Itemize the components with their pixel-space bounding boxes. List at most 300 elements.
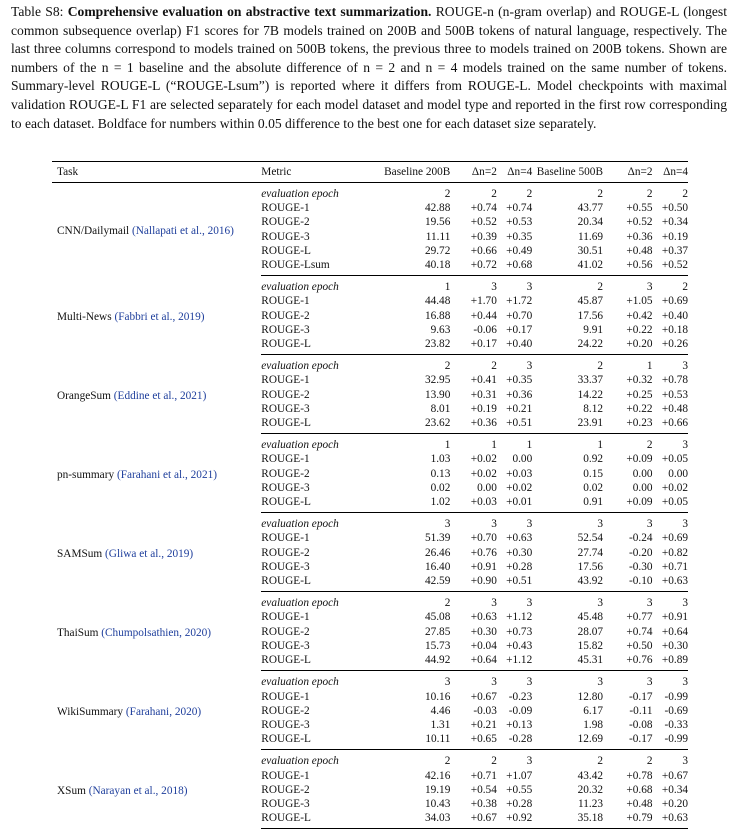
value-cell: +0.36 xyxy=(450,416,497,434)
value-cell: +1.70 xyxy=(470,295,497,308)
task-cell xyxy=(52,671,261,750)
evaluation-epoch-row xyxy=(52,750,688,769)
value-cell: +0.36 xyxy=(506,388,533,401)
value-cell: 12.69 xyxy=(532,732,603,750)
value-cell: +0.34 xyxy=(661,216,688,229)
task-citation-link[interactable]: (Gliwa et al., 2019) xyxy=(105,548,194,561)
header-delta-n2-200b: Δn=2 xyxy=(450,162,497,183)
value-cell: +0.51 xyxy=(497,416,532,434)
value-cell: 19.19 xyxy=(424,783,451,796)
value-cell: 0.13 xyxy=(430,467,451,480)
value-cell: 3 xyxy=(646,597,653,610)
metric-cell: ROUGE-1 xyxy=(261,769,310,782)
value-cell: 2 xyxy=(597,360,603,373)
value-cell: 1 xyxy=(444,281,451,294)
task-citation-link[interactable]: (Nallapati et al., 2016) xyxy=(132,225,234,238)
value-cell: -0.08 xyxy=(628,718,653,731)
metric-cell: ROUGE-2 xyxy=(261,309,310,322)
caption-label: Table S8: xyxy=(11,4,64,19)
value-cell: +0.48 xyxy=(661,402,688,415)
value-cell: 1 xyxy=(646,360,653,373)
value-cell: +0.92 xyxy=(497,811,532,829)
value-cell: -0.11 xyxy=(629,704,653,717)
value-cell: +0.51 xyxy=(497,574,532,592)
task-citation-link[interactable]: (Fabbri et al., 2019) xyxy=(114,311,205,324)
value-cell: 1 xyxy=(526,439,533,452)
value-cell: 9.63 xyxy=(430,323,451,336)
dataset-group xyxy=(52,434,688,513)
value-cell: 2 xyxy=(682,281,688,294)
value-cell: 45.31 xyxy=(532,653,603,671)
value-cell: 9.91 xyxy=(583,323,603,336)
value-cell: 43.92 xyxy=(532,574,603,592)
value-cell: 0.00 xyxy=(632,467,653,480)
value-cell: +0.25 xyxy=(626,388,653,401)
dataset-group xyxy=(52,276,688,355)
metric-cell: evaluation epoch xyxy=(261,360,339,373)
value-cell: +0.68 xyxy=(497,258,532,276)
value-cell: +0.52 xyxy=(626,216,653,229)
value-cell: 2 xyxy=(682,188,688,200)
value-cell: +0.63 xyxy=(653,811,688,829)
value-cell: 0.00 xyxy=(632,481,653,494)
value-cell: +0.74 xyxy=(470,202,497,215)
value-cell: 3 xyxy=(526,518,533,531)
metric-cell: ROUGE-3 xyxy=(261,639,310,652)
value-cell: +0.39 xyxy=(470,230,497,243)
header-baseline-200b: Baseline 200B xyxy=(354,162,450,183)
value-cell: 29.72 xyxy=(424,244,451,257)
metric-cell: evaluation epoch xyxy=(261,676,339,689)
value-cell: 3 xyxy=(444,676,451,689)
value-cell: +0.67 xyxy=(661,769,688,782)
value-cell: +0.55 xyxy=(626,202,653,215)
metric-cell: ROUGE-L xyxy=(261,244,311,257)
metric-cell: ROUGE-1 xyxy=(261,295,310,308)
metric-cell: ROUGE-3 xyxy=(261,718,310,731)
value-cell: +0.69 xyxy=(661,295,688,308)
value-cell: +0.34 xyxy=(661,783,688,796)
value-cell: 0.91 xyxy=(532,495,603,513)
value-cell: 3 xyxy=(597,676,603,689)
value-cell: 15.82 xyxy=(577,639,603,652)
task-cell xyxy=(52,592,261,671)
value-cell: 3 xyxy=(682,676,688,689)
value-cell: 23.82 xyxy=(354,337,450,355)
metric-cell: ROUGE-3 xyxy=(261,797,310,810)
metric-cell: evaluation epoch xyxy=(261,518,339,531)
task-name: pn-summary xyxy=(57,469,115,482)
metric-cell: ROUGE-L xyxy=(261,653,354,671)
value-cell: +0.73 xyxy=(506,625,533,638)
value-cell: +0.03 xyxy=(450,495,497,513)
value-cell: +0.17 xyxy=(450,337,497,355)
value-cell: +0.76 xyxy=(603,653,653,671)
value-cell: 0.92 xyxy=(583,453,603,466)
value-cell: +0.66 xyxy=(470,244,497,257)
value-cell: +1.07 xyxy=(506,769,533,782)
value-cell: 1 xyxy=(491,439,497,452)
value-cell: 10.11 xyxy=(354,732,450,750)
value-cell: 3 xyxy=(646,518,653,531)
value-cell: +0.17 xyxy=(506,323,533,336)
value-cell: +0.50 xyxy=(626,639,653,652)
value-cell: +0.43 xyxy=(506,639,533,652)
value-cell: 16.40 xyxy=(424,560,451,573)
value-cell: 0.00 xyxy=(668,467,688,480)
value-cell: 11.69 xyxy=(578,230,603,243)
metric-cell: ROUGE-Lsum xyxy=(261,258,354,276)
value-cell: +0.05 xyxy=(661,453,688,466)
metric-cell: ROUGE-2 xyxy=(261,546,310,559)
value-cell: 2 xyxy=(491,360,497,373)
value-cell: 3 xyxy=(526,755,533,768)
value-cell: 20.32 xyxy=(577,783,603,796)
value-cell: 45.87 xyxy=(577,295,603,308)
evaluation-epoch-row xyxy=(52,434,688,453)
value-cell: 2 xyxy=(646,755,653,768)
value-cell: 1.02 xyxy=(354,495,450,513)
value-cell: +0.05 xyxy=(653,495,688,513)
value-cell: 3 xyxy=(682,360,688,373)
value-cell: +0.01 xyxy=(497,495,532,513)
value-cell: 44.92 xyxy=(354,653,450,671)
value-cell: +0.31 xyxy=(470,388,497,401)
value-cell: 40.18 xyxy=(354,258,450,276)
value-cell: +0.28 xyxy=(506,797,533,810)
task-cell xyxy=(52,183,261,276)
metric-cell: ROUGE-3 xyxy=(261,230,310,243)
task-cell xyxy=(52,276,261,355)
value-cell: 51.39 xyxy=(424,532,451,545)
value-cell: +0.49 xyxy=(506,244,533,257)
value-cell: 3 xyxy=(526,676,533,689)
value-cell: 42.88 xyxy=(424,202,451,215)
value-cell: +0.02 xyxy=(470,467,497,480)
value-cell: +0.30 xyxy=(506,546,533,559)
value-cell: 2 xyxy=(444,755,451,768)
value-cell: +0.40 xyxy=(497,337,532,355)
value-cell: +0.09 xyxy=(603,495,653,513)
caption-title: Comprehensive evaluation on abstractive text summarization. xyxy=(67,4,432,19)
metric-cell: ROUGE-L xyxy=(261,574,354,592)
task-citation-link[interactable]: (Farahani, 2020) xyxy=(125,706,202,719)
value-cell: 3 xyxy=(597,597,603,610)
value-cell: 3 xyxy=(682,439,688,452)
value-cell: +0.21 xyxy=(506,402,533,415)
value-cell: +0.63 xyxy=(653,574,688,592)
dataset-group xyxy=(52,671,688,750)
value-cell: +0.69 xyxy=(661,532,688,545)
value-cell: +0.04 xyxy=(470,639,497,652)
value-cell: +0.67 xyxy=(450,811,497,829)
value-cell: 0.02 xyxy=(583,481,603,494)
header-metric: Metric xyxy=(261,162,354,183)
value-cell: +0.37 xyxy=(661,244,688,257)
header-delta-n2-500b: Δn=2 xyxy=(603,162,653,183)
metric-cell: ROUGE-2 xyxy=(261,704,310,717)
value-cell: +0.20 xyxy=(661,797,688,810)
value-cell: +0.91 xyxy=(661,611,688,624)
value-cell: 3 xyxy=(526,360,533,373)
value-cell: 19.56 xyxy=(424,216,451,229)
value-cell: 44.48 xyxy=(424,295,451,308)
task-name: ThaiSum xyxy=(57,627,99,640)
value-cell: 8.12 xyxy=(583,402,603,415)
value-cell: +0.44 xyxy=(470,309,497,322)
value-cell: +0.91 xyxy=(470,560,497,573)
evaluation-epoch-row xyxy=(52,355,688,374)
value-cell: 11.23 xyxy=(578,797,603,810)
value-cell: 13.90 xyxy=(424,388,451,401)
value-cell: +0.74 xyxy=(626,625,653,638)
value-cell: 43.77 xyxy=(577,202,603,215)
value-cell: +0.53 xyxy=(661,388,688,401)
header-baseline-500b: Baseline 500B xyxy=(532,162,603,183)
value-cell: +0.41 xyxy=(470,374,497,387)
value-cell: +0.76 xyxy=(470,546,497,559)
metric-cell: ROUGE-2 xyxy=(261,783,310,796)
value-cell: 3 xyxy=(597,518,603,531)
value-cell: -0.33 xyxy=(664,718,688,731)
value-cell: 2 xyxy=(444,597,451,610)
value-cell: +0.71 xyxy=(470,769,497,782)
dataset-group xyxy=(52,592,688,671)
value-cell: +1.12 xyxy=(497,653,532,671)
value-cell: -0.10 xyxy=(603,574,653,592)
value-cell: -0.09 xyxy=(508,704,533,717)
metric-cell: ROUGE-1 xyxy=(261,532,310,545)
value-cell: +0.22 xyxy=(626,323,653,336)
value-cell: +0.19 xyxy=(470,402,497,415)
value-cell: 17.56 xyxy=(577,309,603,322)
value-cell: +0.68 xyxy=(626,783,653,796)
metric-cell: evaluation epoch xyxy=(261,188,339,200)
value-cell: +0.79 xyxy=(603,811,653,829)
evaluation-epoch-row xyxy=(52,276,688,295)
value-cell: 2 xyxy=(491,188,497,200)
value-cell: 11.11 xyxy=(425,230,451,243)
value-cell: 17.56 xyxy=(577,560,603,573)
value-cell: 1 xyxy=(597,439,603,452)
metric-cell: ROUGE-3 xyxy=(261,481,310,494)
task-citation-link[interactable]: (Narayan et al., 2018) xyxy=(88,785,188,798)
value-cell: +0.78 xyxy=(661,374,688,387)
value-cell: +0.63 xyxy=(470,611,497,624)
value-cell: 3 xyxy=(444,518,451,531)
task-name: CNN/Dailymail xyxy=(57,225,130,238)
value-cell: 23.62 xyxy=(354,416,450,434)
value-cell: 10.43 xyxy=(424,797,451,810)
evaluation-epoch-row xyxy=(52,592,688,611)
value-cell: +0.63 xyxy=(506,532,533,545)
value-cell: +0.36 xyxy=(626,230,653,243)
value-cell: +0.23 xyxy=(603,416,653,434)
header-task: Task xyxy=(52,162,261,183)
value-cell: 3 xyxy=(491,597,497,610)
value-cell: +0.71 xyxy=(661,560,688,573)
value-cell: 3 xyxy=(491,676,497,689)
value-cell: +0.48 xyxy=(626,244,653,257)
value-cell: +0.38 xyxy=(470,797,497,810)
value-cell: 41.02 xyxy=(532,258,603,276)
value-cell: +0.64 xyxy=(450,653,497,671)
value-cell: 0.02 xyxy=(430,481,451,494)
value-cell: 32.95 xyxy=(424,374,451,387)
value-cell: +0.19 xyxy=(661,230,688,243)
value-cell: 20.34 xyxy=(577,216,603,229)
metric-cell: ROUGE-L xyxy=(261,416,354,434)
dataset-group xyxy=(52,183,688,276)
value-cell: 3 xyxy=(491,281,497,294)
dataset-group xyxy=(52,355,688,434)
value-cell: +0.32 xyxy=(626,374,653,387)
task-citation-link[interactable]: (Chumpolsathien, 2020) xyxy=(101,627,212,640)
value-cell: 2 xyxy=(646,188,653,200)
value-cell: 1 xyxy=(444,439,451,452)
value-cell: +0.30 xyxy=(470,625,497,638)
value-cell: +0.55 xyxy=(506,783,533,796)
value-cell: -0.17 xyxy=(603,732,653,750)
metric-cell: ROUGE-3 xyxy=(261,402,310,415)
value-cell: 3 xyxy=(526,597,533,610)
value-cell: 14.22 xyxy=(577,388,603,401)
value-cell: -0.69 xyxy=(664,704,688,717)
value-cell: 26.46 xyxy=(424,546,451,559)
value-cell: 2 xyxy=(597,188,603,200)
task-cell xyxy=(52,750,261,829)
metric-cell: ROUGE-2 xyxy=(261,625,310,638)
value-cell: +0.74 xyxy=(506,202,533,215)
value-cell: 3 xyxy=(682,518,688,531)
value-cell: 42.16 xyxy=(424,769,451,782)
value-cell: +0.82 xyxy=(661,546,688,559)
value-cell: 10.16 xyxy=(424,690,451,703)
value-cell: +0.70 xyxy=(470,532,497,545)
value-cell: +0.70 xyxy=(506,309,533,322)
value-cell: +0.52 xyxy=(653,258,688,276)
evaluation-epoch-row xyxy=(52,183,688,202)
task-name: WikiSummary xyxy=(57,706,124,719)
task-citation-link[interactable]: (Eddine et al., 2021) xyxy=(113,390,207,403)
value-cell: -0.20 xyxy=(628,546,653,559)
value-cell: +0.56 xyxy=(603,258,653,276)
value-cell: +0.40 xyxy=(661,309,688,322)
value-cell: +0.02 xyxy=(506,481,533,494)
metric-cell: evaluation epoch xyxy=(261,755,339,768)
value-cell: +0.65 xyxy=(450,732,497,750)
value-cell: 1.98 xyxy=(583,718,603,731)
value-cell: 3 xyxy=(682,755,688,768)
value-cell: 43.42 xyxy=(577,769,603,782)
value-cell: +0.77 xyxy=(626,611,653,624)
metric-cell: ROUGE-L xyxy=(261,337,354,355)
value-cell: +0.53 xyxy=(506,216,533,229)
value-cell: 0.00 xyxy=(477,481,497,494)
value-cell: +0.67 xyxy=(470,690,497,703)
value-cell: +0.02 xyxy=(470,453,497,466)
metric-cell: ROUGE-1 xyxy=(261,453,310,466)
value-cell: -0.99 xyxy=(653,732,688,750)
value-cell: 2 xyxy=(597,281,603,294)
value-cell: 35.18 xyxy=(532,811,603,829)
task-citation-link[interactable]: (Farahani et al., 2021) xyxy=(116,469,218,482)
value-cell: 28.07 xyxy=(577,625,603,638)
value-cell: 24.22 xyxy=(532,337,603,355)
value-cell: +0.48 xyxy=(626,797,653,810)
value-cell: 3 xyxy=(646,281,653,294)
value-cell: 27.74 xyxy=(577,546,603,559)
value-cell: 34.03 xyxy=(354,811,450,829)
value-cell: -0.28 xyxy=(497,732,532,750)
value-cell: 2 xyxy=(526,188,533,200)
value-cell: 42.59 xyxy=(354,574,450,592)
metric-cell: ROUGE-1 xyxy=(261,202,310,215)
value-cell: 1.03 xyxy=(430,453,451,466)
value-cell: +0.52 xyxy=(470,216,497,229)
value-cell: 16.88 xyxy=(424,309,451,322)
value-cell: +1.12 xyxy=(506,611,533,624)
value-cell: +0.30 xyxy=(661,639,688,652)
value-cell: 2 xyxy=(646,439,653,452)
header-row xyxy=(52,162,688,183)
value-cell: +0.90 xyxy=(450,574,497,592)
metric-cell: ROUGE-L xyxy=(261,732,354,750)
metric-cell: evaluation epoch xyxy=(261,439,339,452)
value-cell: 33.37 xyxy=(577,374,603,387)
value-cell: +0.50 xyxy=(661,202,688,215)
value-cell: -0.23 xyxy=(508,690,533,703)
value-cell: 3 xyxy=(526,281,533,294)
value-cell: 15.73 xyxy=(424,639,451,652)
value-cell: +0.66 xyxy=(653,416,688,434)
value-cell: 2 xyxy=(491,755,497,768)
value-cell: +0.26 xyxy=(653,337,688,355)
metric-cell: ROUGE-1 xyxy=(261,690,310,703)
caption-body: ROUGE-n (n-gram overlap) and ROUGE-L (longest common subsequence overlap) F1 scores for 7B models trained on 200B and 500B tokens of natural language, respectively. The last three columns correspond to models trained on 500B tokens, the previous three to models trained on 200B tokens. Shown are numbers of the n = 1 baseline and the absolute difference of n = 2 and n = 4 models trained on the same number of tokens. Summary-level ROUGE-L (“ROUGE-Lsum”) is reported where it differs from ROUGE-L. Model checkpoints with maximal validation ROUGE-L F1 are selected separately for each model dataset and model type and reported in the first row corresponding to each dataset. Boldface for numbers within 0.05 difference to the best one for each dataset size separately. xyxy=(11,4,727,131)
value-cell: 12.80 xyxy=(577,690,603,703)
value-cell: 3 xyxy=(646,676,653,689)
value-cell: +0.54 xyxy=(470,783,497,796)
value-cell: +0.03 xyxy=(506,467,533,480)
metric-cell: ROUGE-3 xyxy=(261,323,310,336)
value-cell: 2 xyxy=(444,360,451,373)
header-delta-n4-200b: Δn=4 xyxy=(497,162,532,183)
evaluation-epoch-row xyxy=(52,671,688,690)
metric-cell: ROUGE-3 xyxy=(261,560,310,573)
value-cell: +1.72 xyxy=(506,295,533,308)
value-cell: 8.01 xyxy=(430,402,451,415)
value-cell: +0.89 xyxy=(653,653,688,671)
value-cell: 6.17 xyxy=(583,704,603,717)
value-cell: +0.64 xyxy=(661,625,688,638)
value-cell: 2 xyxy=(444,188,451,200)
value-cell: +0.78 xyxy=(626,769,653,782)
metric-cell: ROUGE-2 xyxy=(261,388,310,401)
metric-cell: evaluation epoch xyxy=(261,597,339,610)
value-cell: 45.48 xyxy=(577,611,603,624)
value-cell: 45.08 xyxy=(424,611,451,624)
value-cell: -0.06 xyxy=(473,323,497,336)
task-name: XSum xyxy=(57,785,86,798)
value-cell: +1.05 xyxy=(626,295,653,308)
metric-cell: ROUGE-2 xyxy=(261,467,310,480)
value-cell: -0.03 xyxy=(473,704,497,717)
task-cell xyxy=(52,434,261,513)
metric-cell: ROUGE-1 xyxy=(261,374,310,387)
value-cell: -0.30 xyxy=(628,560,653,573)
value-cell: 0.15 xyxy=(583,467,603,480)
